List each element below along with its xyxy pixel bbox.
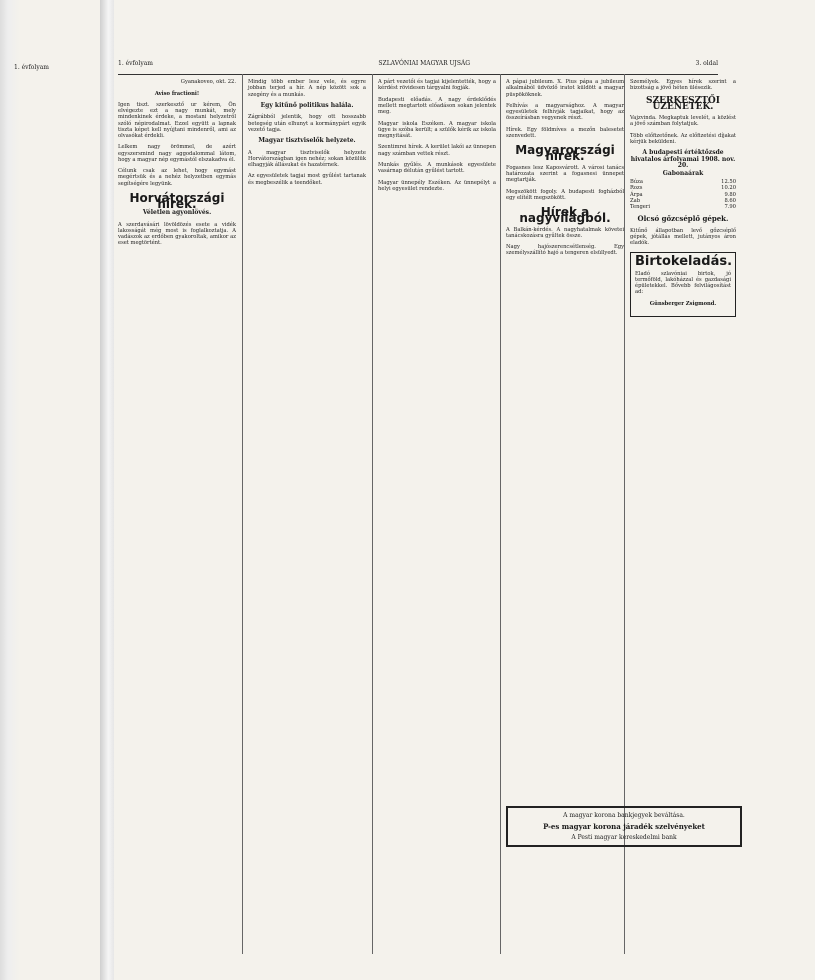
header-page: 3. oldal — [695, 60, 718, 67]
article-paragraph: Felhívás a magyarsághoz. A magyar egyesületek felhívják tagjaikat, hogy az összeírásban vegyenek részt. — [506, 102, 624, 122]
price-value: 10.20 — [721, 185, 736, 192]
article-paragraph: Magyar ünnepély Eszéken. Az ünnepélyt a helyi egyesület rendezte. — [378, 179, 496, 192]
ad-text: Kitűnő állapotban levő gőzcséplő gépek, jótállás mellett, jutányos áron eladók. — [630, 227, 736, 246]
article-paragraph: Megszökött fogoly. A budapesti fogházból egy elítélt megszökött. — [506, 188, 624, 201]
article-paragraph: Munkás gyűlés. A munkások egyesülete vasárnap délután gyűlést tartott. — [378, 161, 496, 175]
bottom-ad-line: A Pesti magyar kereskedelmi bank — [571, 834, 677, 841]
price-value: 12.50 — [721, 179, 736, 186]
article-subheading: Magyar tisztviselők helyzete. — [258, 137, 356, 145]
bottom-ad-line: A magyar korona bankjegyek beváltása. — [563, 812, 685, 819]
ad-signature: Günsberger Zsigmond. — [649, 300, 717, 307]
article-paragraph: Hírek. Egy földmíves a mezőn balesetet szenvedett. — [506, 126, 624, 139]
article-paragraph: Zágrábból jelentik, hogy ott hosszabb betegség után elhunyt a kormánypárt egyik vezető tagja. — [248, 114, 366, 133]
article-paragraph: Mindig több ember lesz vele, és egyre jobban terjed a hír. A nép között sok a szegény és a munkás. — [248, 79, 366, 98]
article-paragraph: Több előfizetőnek. Az előfizetési díjakat kérjük beküldeni. — [630, 132, 736, 145]
article-subheading: Egy kitűnő politikus halála. — [260, 101, 354, 109]
column-rule — [372, 74, 373, 954]
price-value: 8.60 — [724, 197, 736, 204]
lead-title: Aviso fractioni! — [154, 90, 200, 97]
price-subheading: Gabonaárak — [662, 169, 704, 177]
price-name: Árpa — [630, 191, 643, 198]
article-paragraph: Fogasnes lesz Kaposvárott. A városi tanács határozata szerint a fogasnesi ünnepet megtartják. — [506, 164, 624, 184]
article-paragraph: A pápai jubileum. X. Pius pápa a jubileum alkalmából üdvözlő iratot küldött a magyar püspököknek. — [506, 79, 624, 98]
article-paragraph: Magyar iskola Eszéken. A magyar iskola ügye is szóba került; a szülők kérik az iskola megnyitását. — [378, 120, 496, 139]
article-paragraph: Szentimrei hírek. A kerület lakói az ünnepen nagy számban vettek részt. — [378, 144, 496, 157]
column-2 — [248, 74, 366, 191]
column-rule — [500, 74, 501, 954]
left-fragment-header: 1. évfolyam — [14, 64, 49, 71]
left-page-fragment — [0, 48, 96, 948]
article-subheading: Véletlen agyonlövés. — [142, 209, 212, 217]
newspaper-page — [118, 60, 736, 960]
bottom-ad-line: P-es magyar korona járadék szelvényeket — [543, 822, 705, 831]
price-name: Zab — [630, 197, 641, 204]
bottom-advertisement — [506, 806, 742, 847]
article-paragraph: Nagy hajószerencsétlenség. Egy személyszállító hajó a tengeren elsüllyedt. — [506, 244, 624, 257]
article-paragraph: A szerdavásári lövöldözés esete a vidék lakosságát még most is foglalkoztatja. A vadászok az erdőben gyakoroltak, amikor az eset megtörtént. — [118, 221, 236, 247]
article-paragraph: Lelkem nagy örömmel, de azért egyszersmind nagy aggodalommal látom, hogy a magyar nép egymástól elszakadva él. — [118, 144, 236, 163]
section-heading: Hírek a nagyvilágból. — [519, 204, 611, 226]
price-row — [630, 204, 736, 210]
ad-title: Olcsó gőzcséplő gépek. — [637, 214, 729, 224]
column-5 — [630, 74, 736, 317]
column-3 — [378, 74, 496, 197]
column-rule — [242, 74, 243, 954]
price-name: Búza — [630, 179, 643, 186]
column-1 — [118, 74, 236, 252]
header-volume: 1. évfolyam — [118, 60, 153, 67]
section-heading: Magyarországi hírek. — [515, 143, 615, 164]
article-paragraph: Budapesti előadás. A nagy érdeklődés mellett megtartott előadáson sokan jelentek meg. — [378, 96, 496, 116]
price-list — [630, 179, 736, 210]
column-4 — [506, 74, 624, 262]
price-value: 7.90 — [724, 204, 736, 210]
page-header — [118, 60, 718, 75]
article-paragraph: Igen tiszt. szerkesztő ur kérem, Ön elvégezte ezt a nagy munkát, mely mindenkinek érdeke, a mostani helyzetről szóló népirodalmat. Ezzel együtt a lapnak tiszta képet kell nyújtani mindenről, ami az olvasókat érdekli. — [118, 101, 236, 139]
ad-box — [630, 252, 736, 317]
price-heading: A budapesti értéktőzsde hivatalos árfolyamai 1908. nov. 20. — [630, 149, 736, 169]
article-paragraph: Személyek. Egyes hírek szerint a bizottság a jövő héten ülésezik. — [630, 79, 736, 92]
header-title: SZLAVÓNIAI MAGYAR UJSÁG — [378, 60, 471, 67]
article-paragraph: A Balkán-kérdés. A nagyhatalmak követei tanácskozásra gyűltek össze. — [506, 226, 624, 239]
article-paragraph: Vajzvinda. Megkaptuk levelét, a közlést a jövő számban folytatjuk. — [630, 115, 736, 128]
article-paragraph: A párt vezetői és tagjai kijelentették, hogy a kérdést rövidesen tárgyalni fogják. — [378, 79, 496, 92]
article-paragraph: A magyar tisztviselők helyzete Horvátországban igen nehéz; sokan közülük elhagyják állásukat és hazatérnek. — [248, 149, 366, 168]
binding-strip — [100, 0, 114, 980]
section-heading: SZERKESZTŐI ÜZENETEK. — [646, 95, 720, 112]
section-heading: Horvátországi hírek. — [129, 190, 225, 211]
ad-text: Eladó szlavóniai birtok, jó termőföld, lakóházzal és gazdasági épületekkel. Bővebb felvilágosítást ad: — [635, 270, 731, 296]
price-name: Tengeri — [630, 204, 650, 210]
dateline: Gyanakoveo, okt. 22. — [180, 79, 236, 86]
ad-title: Birtokeladás. — [635, 254, 733, 270]
article-paragraph: Az egyesületek tagjai most gyűlést tartanak és megbeszélik a teendőket. — [248, 173, 366, 186]
price-name: Rozs — [630, 185, 643, 192]
article-paragraph: Célunk csak az lehet, hogy egymást megértsük és a nehéz helyzetben egymás segítségére legyünk. — [118, 168, 236, 187]
price-value: 9.80 — [724, 191, 736, 198]
